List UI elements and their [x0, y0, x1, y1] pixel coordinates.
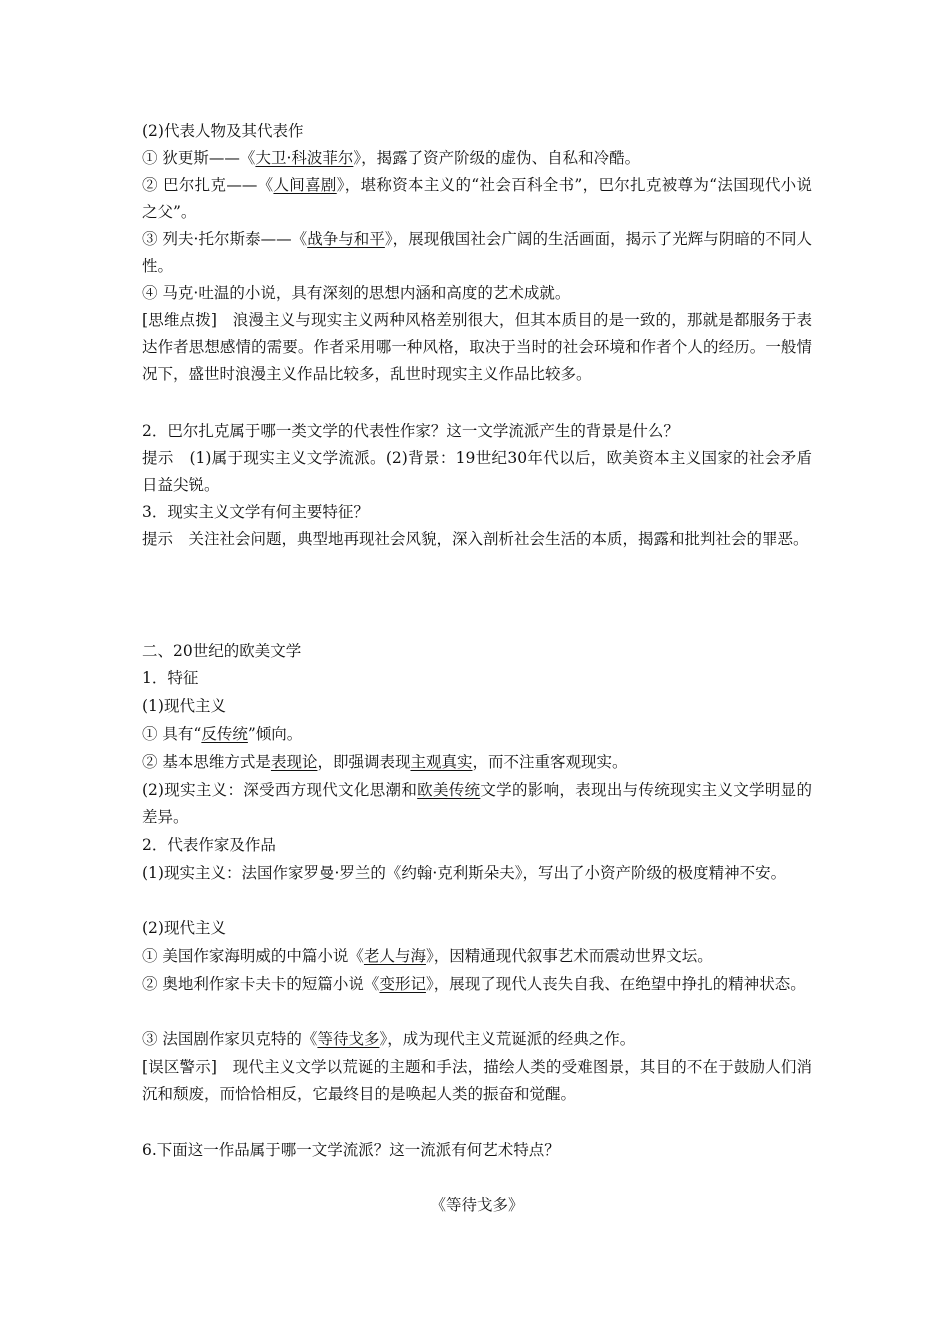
- question: 2．巴尔扎克属于哪一类文学的代表性作家？这一文学流派产生的背景是什么？: [142, 422, 679, 440]
- list-item: ③ 列夫·托尔斯泰——《战争与和平》，展现俄国社会广阔的生活画面，揭示了光辉与阴暗的不同人性。: [142, 230, 812, 275]
- list-item: ② 基本思维方式是表现论，即强调表现主观真实，而不注重客观现实。: [142, 753, 628, 771]
- list-item: (1)现实主义：法国作家罗曼·罗兰的《约翰·克利斯朵夫》，写出了小资产阶级的极度精神不安。: [142, 864, 787, 882]
- work-title: 《等待戈多》: [430, 1196, 524, 1214]
- list-item: ① 具有“反传统”倾向。: [142, 725, 303, 743]
- list-item: ② 奥地利作家卡夫卡的短篇小说《变形记》，展现了现代人丧失自我、在绝望中挣扎的精神状态。: [142, 975, 806, 993]
- list-item: ④ 马克·吐温的小说，具有深刻的思想内涵和高度的艺术成就。: [142, 284, 571, 302]
- answer-hint: 提示 关注社会问题，典型地再现社会风貌，深入剖析社会生活的本质，揭露和批判社会的罪恶。: [142, 530, 809, 548]
- subheading: 1．特征: [142, 669, 199, 687]
- answer-hint: 提示 (1)属于现实主义文学流派。(2)背景：19世纪30年代以后，欧美资本主义国家的社会矛盾日益尖锐。: [142, 449, 812, 494]
- list-item: ① 美国作家海明威的中篇小说《老人与海》，因精通现代叙事艺术而震动世界文坛。: [142, 947, 713, 965]
- section-heading: (2)代表人物及其代表作: [142, 122, 304, 140]
- warning-paragraph: [误区警示] 现代主义文学以荒诞的主题和手法，描绘人类的受难图景，其目的不在于鼓励人们消沉和颓废，而恰恰相反，它最终目的是唤起人类的振奋和觉醒。: [142, 1058, 812, 1103]
- question: 6.下面这一作品属于哪一文学流派？这一流派有何艺术特点？: [142, 1141, 560, 1159]
- subheading: 2．代表作家及作品: [142, 836, 276, 854]
- list-item: (2)现实主义：深受西方现代文化思潮和欧美传统文学的影响，表现出与传统现实主义文学明显的差异。: [142, 781, 812, 826]
- list-item: ① 狄更斯——《大卫·科波菲尔》，揭露了资产阶级的虚伪、自私和冷酷。: [142, 149, 641, 167]
- tip-paragraph: [思维点拨] 浪漫主义与现实主义两种风格差别很大，但其本质目的是一致的，那就是都服务于表达作者思想感情的需要。作者采用哪一种风格，取决于当时的社会环境和作者个人的经历。一般情况下，盛世时浪漫主义作品比较多，乱世时现实主义作品比较多。: [142, 311, 812, 383]
- list-item: ③ 法国剧作家贝克特的《等待戈多》，成为现代主义荒诞派的经典之作。: [142, 1030, 636, 1048]
- section-title: 二、20世纪的欧美文学: [142, 642, 302, 660]
- subheading: (1)现代主义: [142, 697, 226, 715]
- question: 3．现实主义文学有何主要特征？: [142, 503, 369, 521]
- subheading: (2)现代主义: [142, 919, 226, 937]
- list-item: ② 巴尔扎克——《人间喜剧》，堪称资本主义的“社会百科全书”，巴尔扎克被尊为“法国现代小说之父”。: [142, 176, 812, 221]
